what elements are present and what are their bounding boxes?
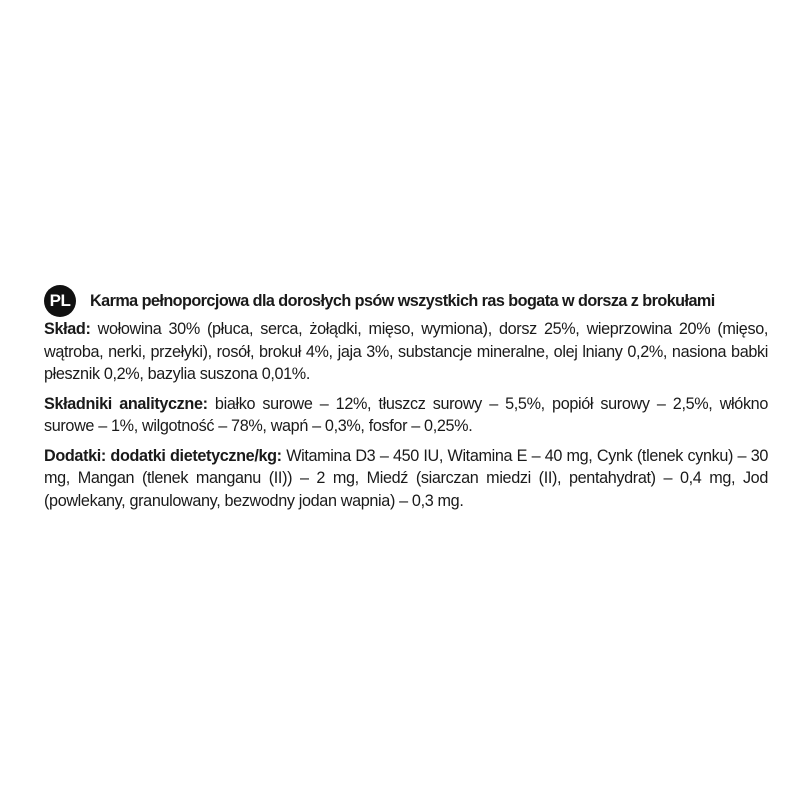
language-badge: PL bbox=[44, 285, 76, 317]
additives-section bbox=[44, 445, 768, 513]
additives-text: Witamina D3 – 450 IU, Witamina E – 40 mg, Cynk (tlenek cynku) – 30 mg, Mangan (tlenek manganu (II)) – 2 mg, Miedź (siarczan miedzi (II), pentahydrat) – 0,4 mg, Jod (powlekany, granulowany, bezwodny jodan wapnia) – 0,3 mg. bbox=[44, 446, 769, 510]
additives-label: Dodatki: dodatki dietetyczne/kg: bbox=[44, 446, 282, 465]
composition-text: wołowina 30% (płuca, serca, żołądki, mięso, wymiona), dorsz 25%, wieprzowina 20% (mięso, wątroba, nerki, przełyki), rosół, brokuł 4%, jaja 3%, substancje mineralne, olej lniany 0,2%, nasiona babki płesznik 0,2%, bazylia suszona 0,01%. bbox=[44, 320, 768, 383]
label-header bbox=[44, 284, 768, 318]
composition-label: Skład: bbox=[44, 320, 91, 338]
analytical-section bbox=[44, 393, 768, 438]
analytical-text: białko surowe – 12%, tłuszcz surowy – 5,5%, popiół surowy – 2,5%, włókno surowe – 1%, wilgotność – 78%, wapń – 0,3%, fosfor – 0,25%. bbox=[44, 394, 768, 435]
product-title: Karma pełnoporcjowa dla dorosłych psów wszystkich ras bogata w dorsza z brokułami bbox=[90, 291, 715, 310]
composition-section bbox=[44, 318, 768, 386]
analytical-label: Składniki analityczne: bbox=[44, 394, 208, 413]
pl-label-block bbox=[44, 284, 768, 512]
